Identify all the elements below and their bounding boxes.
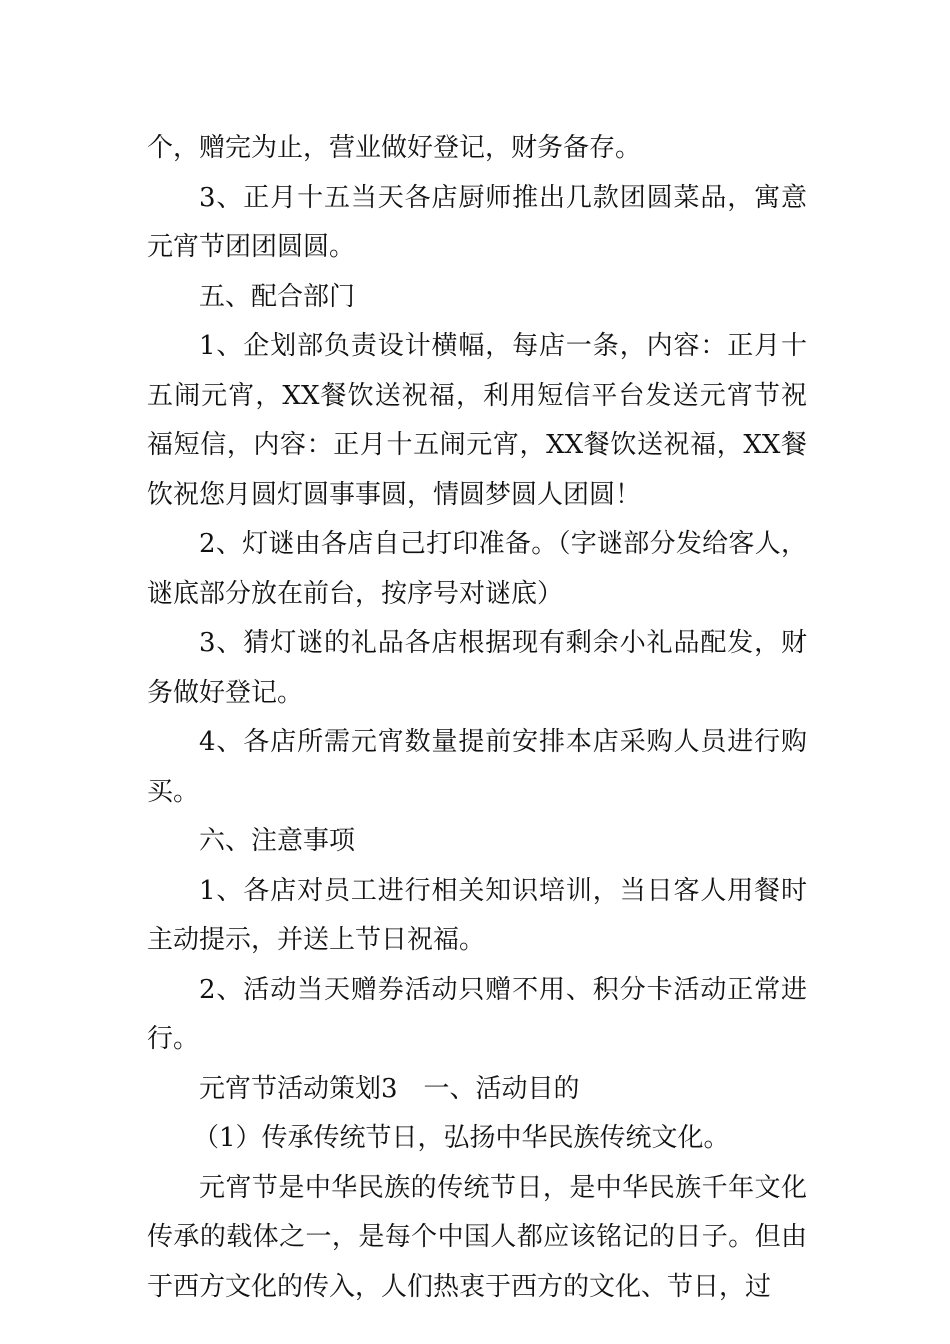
paragraph-7: 4、各店所需元宵数量提前安排本店采购人员进行购买。 (147, 727, 807, 807)
section-heading-cooperation: 五、配合部门 (199, 281, 356, 312)
paragraph-6: 3、猜灯谜的礼品各店根据现有剩余小礼品配发，财务做好登记。 (147, 628, 807, 708)
document-body (147, 124, 807, 1312)
paragraph-4: 1、企划部负责设计横幅，每店一条，内容：正月十五闹元宵，XX餐饮送祝福，利用短信平台发送元宵节祝福短信，内容：正月十五闹元宵，XX餐饮送祝福，XX餐饮祝您月圆灯圆事事圆，情圆梦圆人团圆！ (147, 331, 807, 510)
section-heading-notes: 六、注意事项 (199, 826, 356, 856)
paragraph-10: 2、活动当天赠券活动只赠不用、积分卡活动正常进行。 (147, 974, 807, 1054)
paragraph-2: 3、正月十五当天各店厨师推出几款团圆菜品，寓意元宵节团团圆圆。 (147, 182, 807, 262)
paragraph-12: （1）传承传统节日，弘扬中华民族传统文化。 (193, 1123, 730, 1153)
paragraph-1: 个，赠完为止，营业做好登记，财务备存。 (147, 133, 642, 163)
paragraph-5: 2、灯谜由各店自己打印准备。（字谜部分发给客人，谜底部分放在前台，按序号对谜底） (147, 529, 807, 609)
paragraph-9: 1、各店对员工进行相关知识培训，当日客人用餐时主动提示，并送上节日祝福。 (147, 875, 807, 955)
paragraph-13: 元宵节是中华民族的传统节日，是中华民族千年文化传承的载体之一，是每个中国人都应该铭记的日子。但由于西方文化的传入，人们热衷于西方的文化、节日，过 (147, 1172, 807, 1302)
section-heading-plan-3: 元宵节活动策划3 一、活动目的 (199, 1073, 580, 1104)
